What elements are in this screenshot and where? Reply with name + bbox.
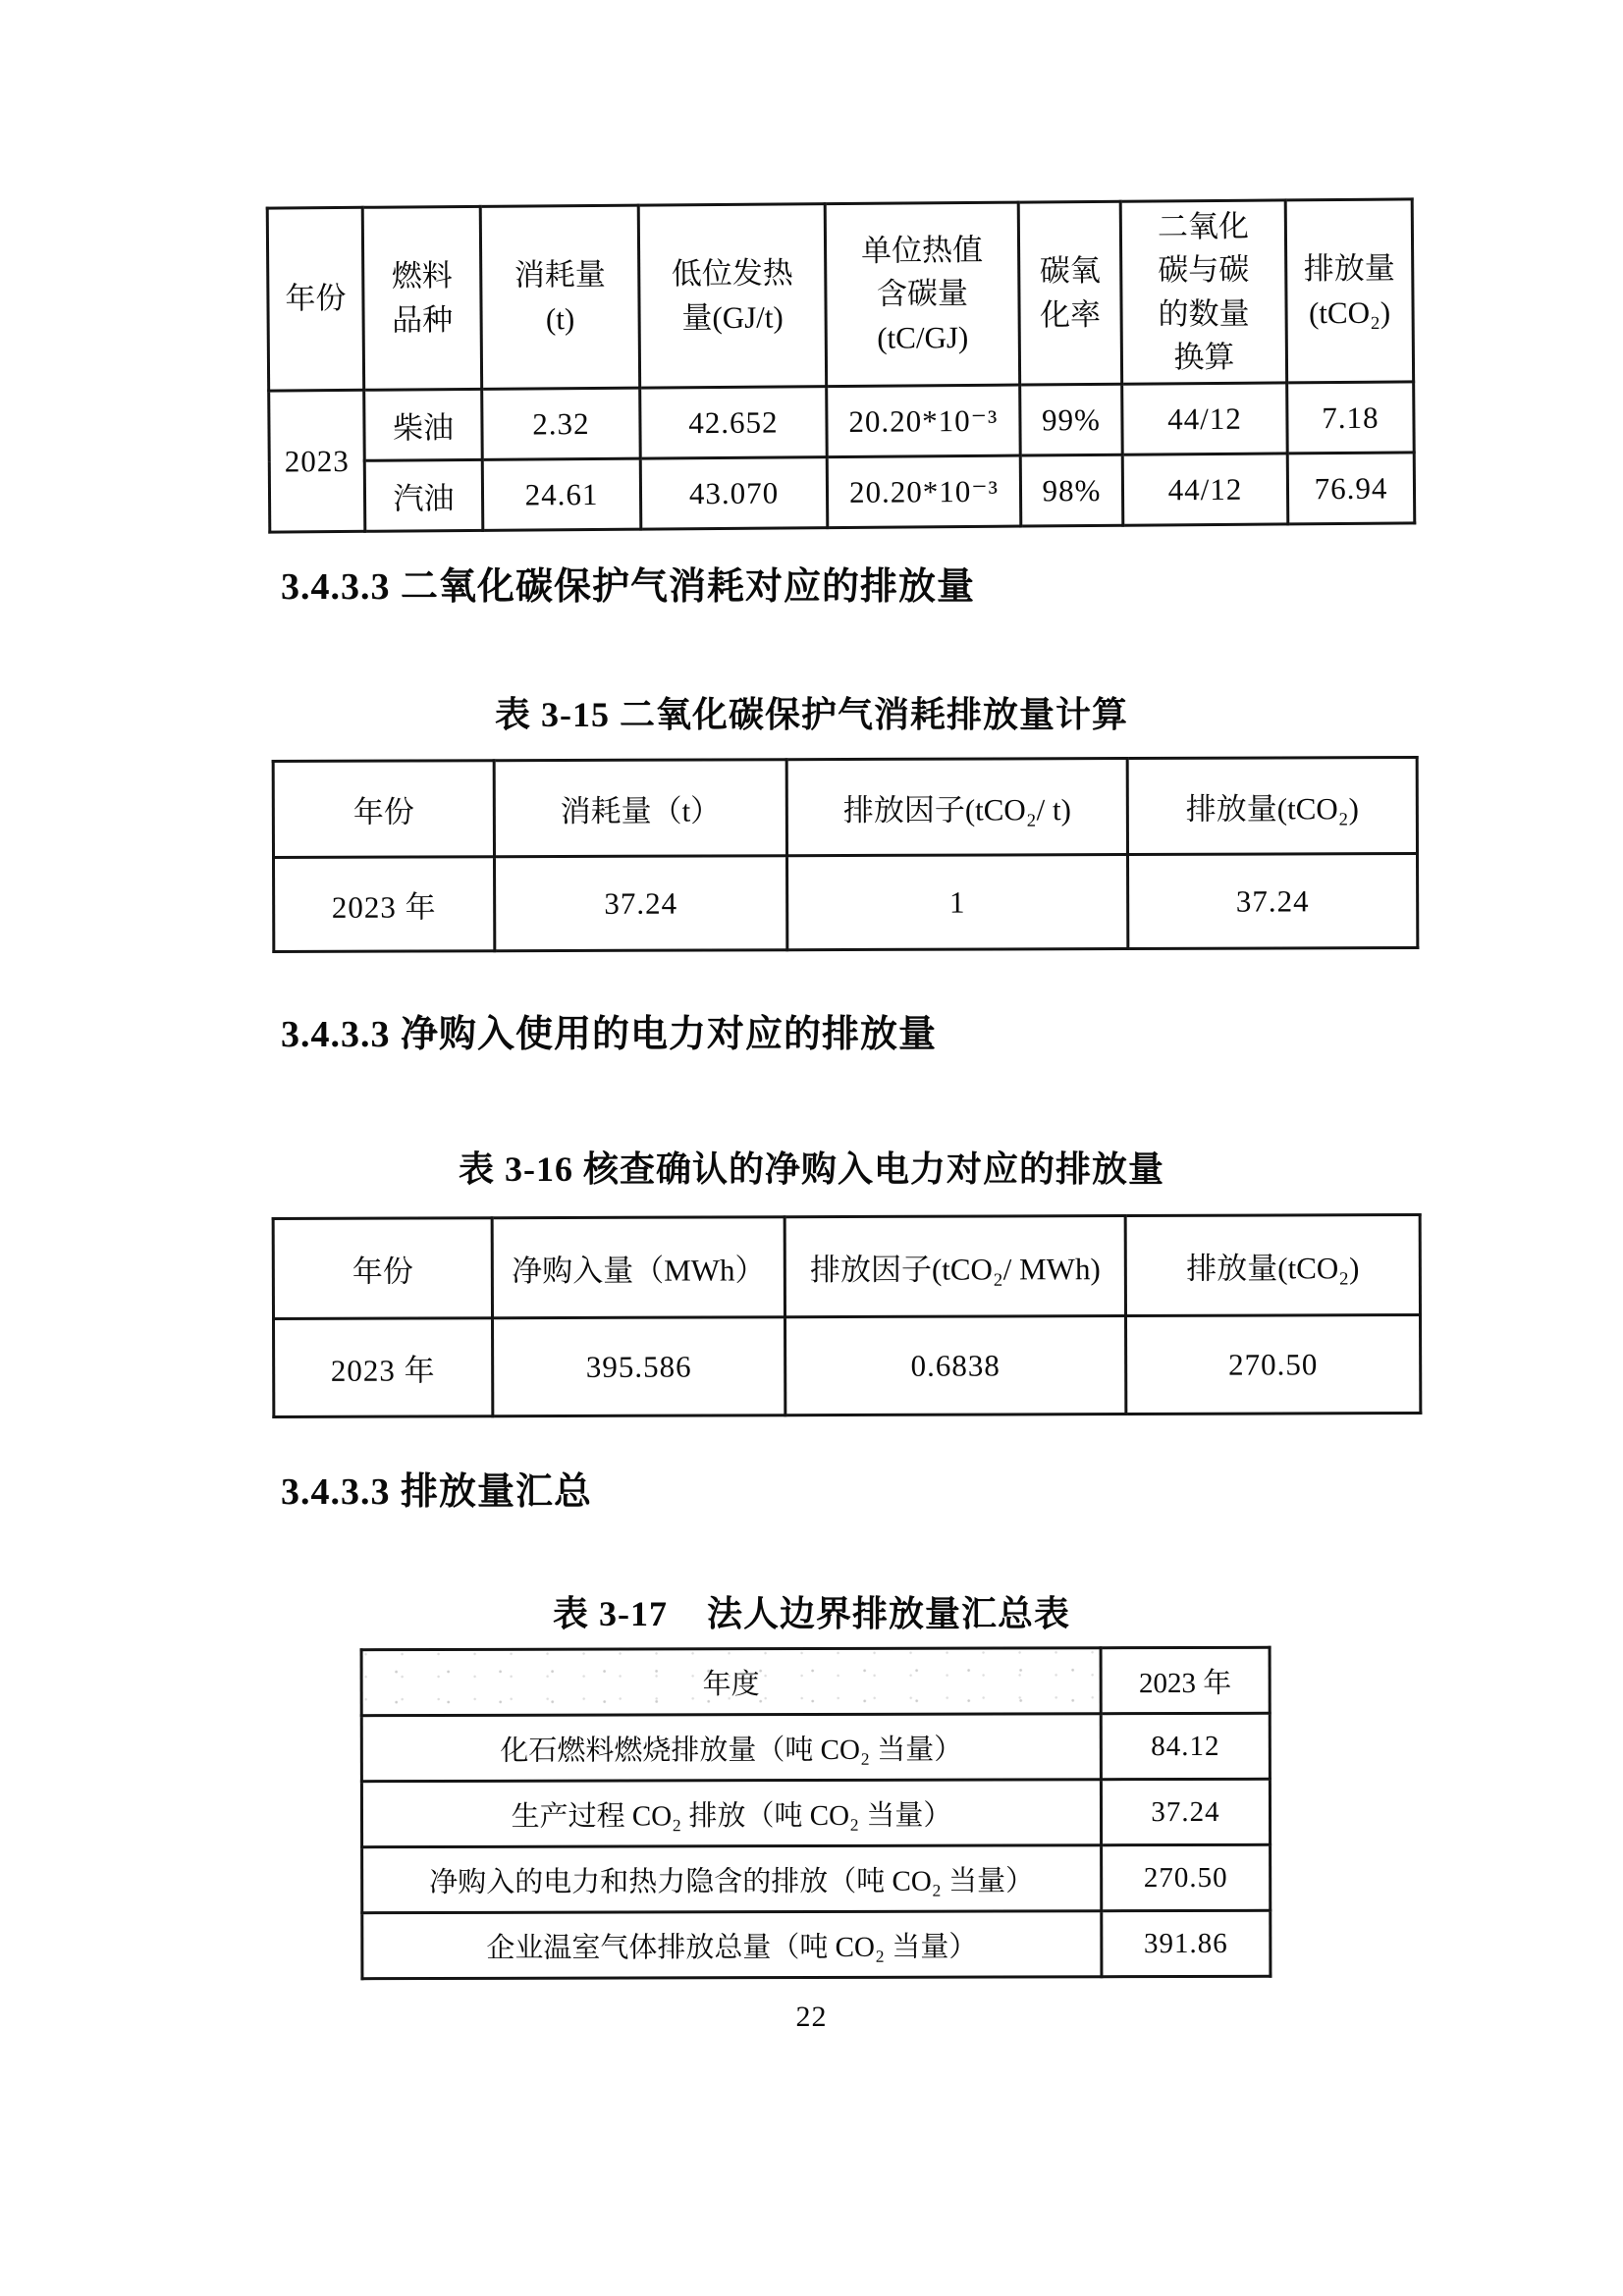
summary-table: [360, 1646, 1272, 1980]
fuel-header-oxidation-rate: 碳氧 化率: [1018, 201, 1121, 385]
co2-gas-cell-consumption: 37.24: [495, 856, 787, 951]
fuel-cell-oxidation-rate: 99%: [1020, 384, 1123, 455]
fuel-table-row-diesel: [269, 382, 1415, 461]
fuel-cell-conversion: 44/12: [1122, 454, 1288, 525]
summary-row-electricity: [362, 1844, 1271, 1912]
fuel-header-fuel-type: 燃料 品种: [362, 206, 481, 390]
fuel-cell-year: 2023: [269, 390, 365, 532]
section-heading-summary: 3.4.3.3 排放量汇总: [281, 1471, 593, 1513]
summary-value-total: 391.86: [1102, 1910, 1271, 1976]
fuel-header-carbon-content: 单位热值 含碳量 (tC/GJ): [825, 202, 1019, 387]
fuel-table-header-row: [267, 199, 1413, 391]
electricity-header-year: 年份: [273, 1218, 492, 1319]
fuel-header-emission: 排放量 (tCO₂): [1285, 199, 1413, 383]
fuel-header-consumption: 消耗量 (t): [480, 205, 639, 389]
fuel-cell-emission: 76.94: [1287, 453, 1415, 524]
summary-header-year-value: 2023 年: [1101, 1647, 1270, 1713]
fuel-table-row-gasoline: [269, 453, 1415, 532]
co2-gas-header-consumption: 消耗量（t）: [494, 760, 786, 857]
fuel-header-ncv: 低位发热 量(GJ/t): [638, 204, 826, 388]
table-3-17-caption: 表 3-17 法人边界排放量汇总表: [553, 1594, 1070, 1633]
summary-row-process: [361, 1779, 1270, 1846]
electricity-header-purchased: 净购入量（MWh）: [492, 1217, 784, 1318]
electricity-data-row: [274, 1314, 1421, 1416]
fuel-cell-ncv: 42.652: [640, 387, 828, 458]
summary-row-total: [362, 1910, 1271, 1978]
summary-label-total: 企业温室气体排放总量（吨 CO₂ 当量）: [362, 1911, 1102, 1979]
fuel-header-co2-carbon-ratio: 二氧化 碳与碳 的数量 换算: [1120, 200, 1286, 384]
fuel-cell-emission: 7.18: [1287, 382, 1415, 454]
summary-header-row: [361, 1647, 1270, 1715]
fuel-cell-fuel: 柴油: [364, 389, 483, 460]
fuel-cell-consumption: 2.32: [482, 388, 641, 459]
co2-gas-header-emission: 排放量(tCO₂): [1127, 757, 1417, 854]
electricity-cell-emission-factor: 0.6838: [785, 1316, 1126, 1415]
summary-label-electricity: 净购入的电力和热力隐含的排放（吨 CO₂ 当量）: [362, 1845, 1102, 1913]
co2-gas-cell-emission: 37.24: [1128, 853, 1418, 948]
fuel-cell-fuel: 汽油: [364, 459, 483, 531]
page-number: 22: [795, 2001, 828, 2033]
electricity-cell-year: 2023 年: [274, 1318, 493, 1417]
summary-header-year-label: 年度: [361, 1648, 1101, 1716]
electricity-header-emission-factor: 排放因子(tCO₂/ MWh): [784, 1216, 1125, 1317]
electricity-table: [272, 1213, 1423, 1418]
co2-gas-header-emission-factor: 排放因子(tCO₂/ t): [786, 758, 1127, 855]
summary-value-fossil: 84.12: [1101, 1713, 1270, 1779]
summary-value-electricity: 270.50: [1102, 1844, 1271, 1910]
co2-gas-cell-emission-factor: 1: [787, 854, 1128, 949]
section-heading-co2-gas: 3.4.3.3 二氧化碳保护气消耗对应的排放量: [281, 566, 976, 608]
summary-value-process: 37.24: [1101, 1779, 1270, 1844]
electricity-header-emission: 排放量(tCO₂): [1125, 1214, 1420, 1315]
electricity-cell-emission: 270.50: [1126, 1314, 1421, 1414]
fuel-combustion-table: [266, 197, 1417, 533]
section-heading-electricity: 3.4.3.3 净购入使用的电力对应的排放量: [281, 1014, 938, 1055]
fuel-cell-carbon-content: 20.20*10⁻³: [827, 455, 1021, 528]
electricity-header-row: [273, 1214, 1420, 1318]
co2-gas-cell-year: 2023 年: [274, 857, 495, 952]
summary-row-fossil: [361, 1713, 1270, 1781]
table-3-15-caption: 表 3-15 二氧化碳保护气消耗排放量计算: [495, 695, 1128, 734]
fuel-header-year: 年份: [267, 207, 363, 391]
co2-gas-data-row: [274, 853, 1418, 951]
fuel-cell-ncv: 43.070: [640, 457, 828, 529]
summary-label-process: 生产过程 CO₂ 排放（吨 CO₂ 当量）: [361, 1780, 1101, 1847]
electricity-cell-purchased: 395.586: [493, 1317, 785, 1416]
fuel-cell-conversion: 44/12: [1122, 383, 1288, 454]
co2-gas-table: [272, 756, 1420, 953]
co2-gas-header-row: [273, 757, 1417, 857]
fuel-cell-carbon-content: 20.20*10⁻³: [827, 385, 1021, 457]
table-3-16-caption: 表 3-16 核查确认的净购入电力对应的排放量: [459, 1149, 1164, 1189]
fuel-cell-consumption: 24.61: [482, 458, 641, 530]
co2-gas-header-year: 年份: [273, 761, 494, 858]
summary-label-fossil: 化石燃料燃烧排放量（吨 CO₂ 当量）: [361, 1714, 1101, 1782]
fuel-cell-oxidation-rate: 98%: [1020, 454, 1123, 526]
